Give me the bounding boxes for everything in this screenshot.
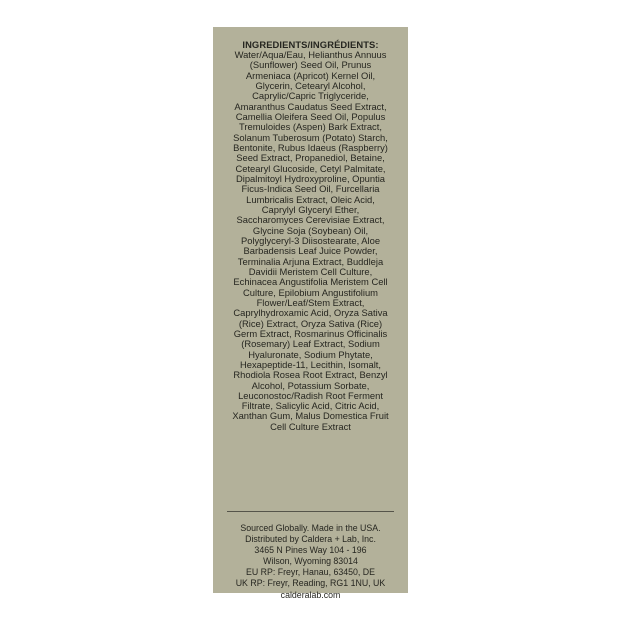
ingredient-line: Seed Extract, Propanediol, Betaine, bbox=[236, 152, 385, 164]
ingredient-line: Glycine Soja (Soybean) Oil, bbox=[252, 224, 369, 236]
ingredient-line: (Rosemary) Leaf Extract, Sodium bbox=[241, 338, 380, 350]
ingredient-label-panel bbox=[213, 27, 408, 600]
ingredient-line: Solanum Tuberosum (Potato) Starch, bbox=[233, 131, 388, 143]
city-state-zip: Wilson, Wyoming 83014 bbox=[263, 556, 358, 567]
ingredient-line: Hyaluronate, Sodium Phytate, bbox=[248, 348, 373, 360]
ingredient-line: Caprylic/Capric Triglyceride, bbox=[252, 90, 369, 102]
origin-line: Sourced Globally. Made in the USA. bbox=[240, 523, 381, 533]
ingredient-line: Cell Culture Extract bbox=[270, 420, 351, 432]
street-address: 3465 N Pines Way 104 - 196 bbox=[254, 545, 367, 556]
ingredient-line: Caprylyl Glyceryl Ether, bbox=[261, 203, 360, 215]
uk-rp-line: UK RP: Freyr, Reading, RG1 1NU, UK bbox=[235, 578, 386, 589]
ingredients-section bbox=[213, 39, 408, 432]
ingredient-line: Ficus-Indica Seed Oil, Furcellaria bbox=[241, 183, 380, 195]
ingredient-line: Tremuloides (Aspen) Bark Extract, bbox=[239, 121, 382, 133]
distributor-lines bbox=[213, 523, 408, 601]
ingredient-line: Glycerin, Cetearyl Alcohol, bbox=[255, 79, 366, 91]
distributor-line: Distributed by Caldera + Lab, Inc. bbox=[245, 534, 376, 545]
ingredient-list bbox=[213, 50, 408, 432]
ingredient-line: Filtrate, Salicylic Acid, Citric Acid, bbox=[241, 400, 380, 412]
ingredient-line: Bentonite, Rubus Idaeus (Raspberry) bbox=[233, 141, 388, 153]
section-divider bbox=[227, 511, 394, 512]
ingredient-line: Flower/Leaf/Stem Extract, bbox=[256, 296, 365, 308]
ingredient-line: Armeniaca (Apricot) Kernel Oil, bbox=[245, 69, 376, 81]
ingredient-line: Culture, Epilobium Angustifolium bbox=[243, 286, 378, 298]
ingredient-line: Saccharomyces Cerevisiae Extract, bbox=[236, 214, 385, 226]
ingredient-line: Water/Aqua/Eau, Helianthus Annuus bbox=[234, 49, 387, 60]
ingredient-line: Lumbricalis Extract, Oleic Acid, bbox=[246, 193, 375, 205]
ingredient-line: Xanthan Gum, Malus Domestica Fruit bbox=[232, 410, 389, 422]
ingredient-line: Alcohol, Potassium Sorbate, bbox=[251, 379, 370, 391]
ingredient-line: Leuconostoc/Radish Root Ferment bbox=[238, 389, 383, 401]
ingredient-line: Terminalia Arjuna Extract, Buddleja bbox=[237, 255, 384, 267]
ingredient-line: Echinacea Angustifolia Meristem Cell bbox=[233, 276, 388, 288]
eu-rp-line: EU RP: Freyr, Hanau, 63450, DE bbox=[245, 567, 376, 578]
ingredient-line: Rhodiola Rosea Root Extract, Benzyl bbox=[233, 369, 388, 381]
ingredient-line: Cetearyl Glucoside, Cetyl Palmitate, bbox=[235, 162, 386, 174]
ingredient-line: Amaranthus Caudatus Seed Extract, bbox=[234, 100, 387, 112]
distributor-info bbox=[213, 523, 408, 601]
ingredients-heading: INGREDIENTS/INGRÉDIENTS: bbox=[242, 39, 379, 50]
ingredient-line: Hexapeptide-11, Lecithin, Isomalt, bbox=[239, 358, 382, 370]
ingredient-line: Caprylhydroxamic Acid, Oryza Sativa bbox=[233, 307, 388, 319]
ingredient-line: Polyglyceryl-3 Diisostearate, Aloe bbox=[240, 234, 381, 246]
ingredient-line: Camellia Oleifera Seed Oil, Populus bbox=[235, 110, 386, 122]
ingredient-line: (Sunflower) Seed Oil, Prunus bbox=[249, 59, 372, 71]
ingredient-line: Davidii Meristem Cell Culture, bbox=[248, 265, 373, 277]
ingredient-line: Barbadensis Leaf Juice Powder, bbox=[243, 245, 378, 257]
ingredient-line: (Rice) Extract, Oryza Sativa (Rice) bbox=[238, 317, 383, 329]
ingredient-line: Germ Extract, Rosmarinus Officinalis bbox=[233, 327, 388, 339]
ingredient-line: Dipalmitoyl Hydroxyproline, Opuntia bbox=[235, 172, 386, 184]
website-link: calderalab.com bbox=[280, 589, 341, 600]
